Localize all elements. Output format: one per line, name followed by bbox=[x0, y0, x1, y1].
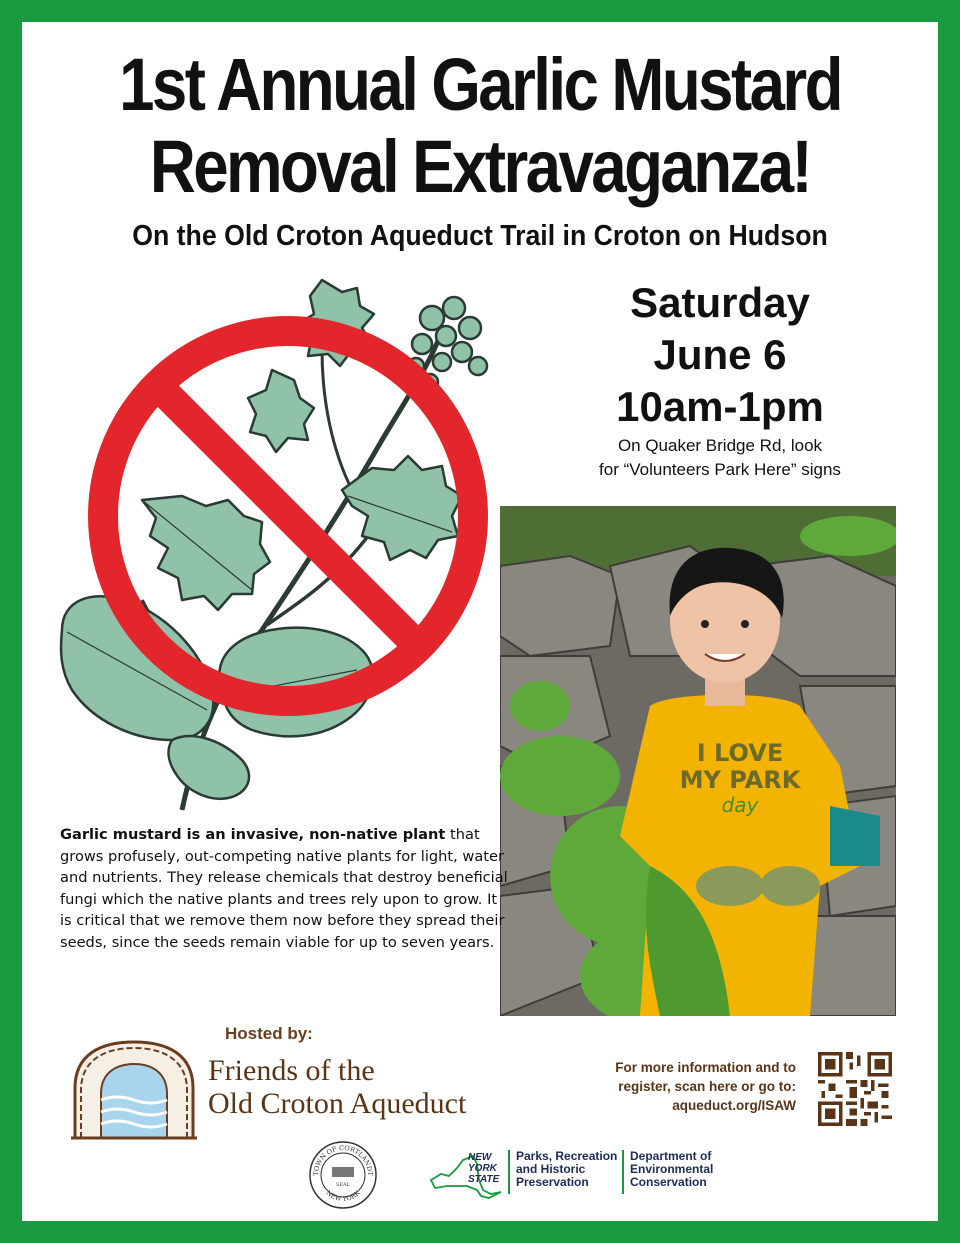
host-organization bbox=[208, 1054, 466, 1120]
shirt-line-3: day bbox=[721, 793, 759, 817]
parking-note bbox=[570, 434, 870, 482]
title-line-1: 1st Annual Garlic Mustard bbox=[119, 43, 841, 126]
dec-agency bbox=[622, 1150, 730, 1194]
parks-line-1: Parks, Recreation bbox=[516, 1149, 618, 1163]
flyer bbox=[22, 22, 938, 1221]
event-day: Saturday bbox=[630, 279, 810, 326]
org-line-2: Old Croton Aqueduct bbox=[208, 1087, 467, 1120]
event-location: On the Old Croton Aqueduct Trail in Croton on Hudson bbox=[132, 220, 828, 252]
description bbox=[60, 824, 512, 953]
register-info bbox=[582, 1058, 796, 1115]
shirt-line-2: MY PARK bbox=[679, 766, 801, 794]
nys-line-1: NEW bbox=[468, 1152, 492, 1163]
volunteer-photo bbox=[500, 506, 896, 1016]
event-title bbox=[86, 44, 874, 208]
parks-line-3: Preservation bbox=[516, 1175, 589, 1189]
dec-line-3: Conservation bbox=[630, 1175, 707, 1189]
parking-line-1: On Quaker Bridge Rd, look bbox=[617, 436, 823, 455]
shirt-line-1: I LOVE bbox=[696, 739, 784, 767]
seal-mid-text: SEAL bbox=[335, 1182, 351, 1188]
aqueduct-logo-icon bbox=[67, 1038, 201, 1140]
cortlandt-seal-icon bbox=[308, 1140, 378, 1210]
event-datetime bbox=[570, 277, 870, 433]
nys-wordmark bbox=[468, 1152, 499, 1185]
nys-line-2: YORK bbox=[468, 1163, 497, 1174]
description-lead: Garlic mustard is an invasive, non-native plant bbox=[60, 826, 446, 843]
event-time: 10am-1pm bbox=[616, 383, 824, 430]
parking-line-2: for “Volunteers Park Here” signs bbox=[599, 460, 841, 479]
seal-top-text: TOWN OF CORTLANDT bbox=[311, 1143, 375, 1177]
event-date: June 6 bbox=[653, 331, 787, 378]
info-line-1: For more information and to bbox=[615, 1060, 796, 1075]
qr-code-icon[interactable] bbox=[818, 1052, 892, 1126]
dec-line-1: Department of bbox=[630, 1149, 712, 1163]
description-body: that grows profusely, out-competing native plants for light, water and nutrients. They release chemicals that destroy beneficial fungi which the native plants and trees rely upon to grow. It is critical that we remove them now before they spread their seeds, since the seeds remain viable for up to seven years. bbox=[60, 826, 508, 951]
garlic-mustard-plant-icon bbox=[22, 270, 542, 830]
hosted-label: Hosted by: bbox=[225, 1024, 313, 1043]
parks-line-2: and Historic bbox=[516, 1162, 586, 1176]
seal-bottom-text: NEW YORK bbox=[324, 1188, 362, 1204]
org-line-1: Friends of the bbox=[208, 1054, 375, 1087]
register-url[interactable]: aqueduct.org/ISAW bbox=[672, 1098, 796, 1113]
dec-line-2: Environmental bbox=[630, 1162, 714, 1176]
nys-line-3: STATE bbox=[468, 1174, 500, 1185]
info-line-2: register, scan here or go to: bbox=[618, 1079, 796, 1094]
title-line-2: Removal Extravaganza! bbox=[149, 125, 811, 208]
parks-agency bbox=[508, 1150, 624, 1194]
